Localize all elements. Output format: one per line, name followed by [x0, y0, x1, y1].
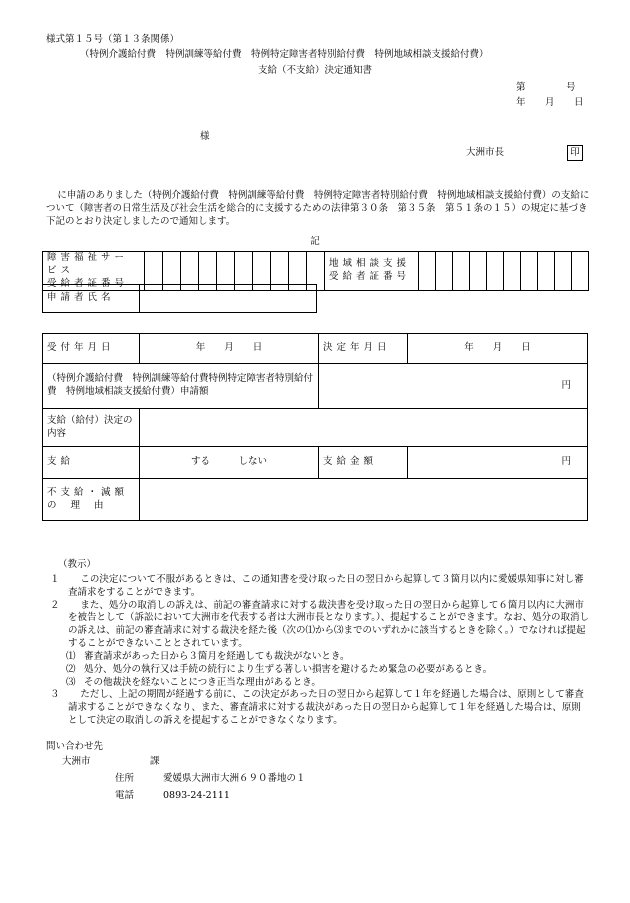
- contact-city: 大洲市: [62, 756, 91, 767]
- consult-digit-box[interactable]: [419, 252, 436, 291]
- consult-digit-box[interactable]: [538, 252, 555, 291]
- decision-table: [42, 333, 588, 521]
- claim-amount-label: （特例介護給付費 特例訓練等給付費特例特定障害者特別給付費 特例地域相談支援給付費）申請額: [43, 364, 319, 409]
- consult-digit-box[interactable]: [555, 252, 572, 291]
- consult-digit-box[interactable]: [504, 252, 521, 291]
- contact-address-label: 住所: [115, 773, 135, 784]
- seal-mark: 印: [567, 145, 583, 161]
- reason-label: 不支給・減額 の理由: [43, 479, 140, 521]
- notes-list: [44, 574, 589, 728]
- issue-date: 年 月 日: [516, 97, 589, 108]
- note-subitems: [44, 651, 589, 689]
- form-number: 様式第１５号（第１３条関係）: [46, 34, 180, 45]
- payment-amount-field[interactable]: 円: [408, 447, 588, 479]
- consult-digit-box[interactable]: [436, 252, 453, 291]
- claim-amount-field[interactable]: 円: [319, 364, 588, 409]
- note-item-3: ３ ただし、上記の期間が経過する前に、この決定があった日の翌日から起算して１年を経過した場合は、原則として審査請求することができなくなり、また、審査請求に対する裁決があった日の翌日から起算して１年を経過した場合は、原則として決定の取消しの訴えを提起することができなくなります。: [50, 689, 584, 726]
- receipt-date-label: 受付年月日: [43, 334, 140, 364]
- contact-heading: 問い合わせ先: [46, 741, 104, 752]
- applicant-name-table: [42, 284, 317, 313]
- ki-label: 記: [310, 236, 320, 247]
- decision-date-field[interactable]: 年 月 日: [408, 334, 588, 364]
- decision-content-label: 支給（給付）決定の内容: [43, 409, 140, 447]
- consult-digit-box[interactable]: [521, 252, 538, 291]
- decision-date-label: 決定年月日: [319, 334, 408, 364]
- note-item-2: ２ また、処分の取消しの訴えは、前記の審査請求に対する裁決書を受け取った日の翌日から起算して６箇月以内に大洲市を被告として（訴訟において大洲市を代表する者は大洲市長となります。）、提起することができます。なお、処分の取消しの訴えは、前記の審査請求に対する裁決を経た後（次の⑴から⑶までのいずれかに該当するときを除く。）でなければ提起することができないこととされています。: [50, 599, 589, 650]
- note-subitem-3: ⑶ その他裁決を経ないことにつき正当な理由があるとき。: [66, 676, 321, 688]
- consult-number-label: 地域相談支援 受給者証番号: [325, 252, 419, 291]
- document-number: 第 号: [516, 82, 579, 93]
- consult-digit-box[interactable]: [487, 252, 504, 291]
- reason-field[interactable]: [140, 479, 588, 521]
- notes-heading: （教示）: [58, 559, 97, 570]
- consult-digit-box[interactable]: [470, 252, 487, 291]
- note-item-1: １ この決定について不服があるときは、この通知書を受け取った日の翌日から起算して３箇月以内に愛媛県知事に対し審査請求をすることができます。: [50, 574, 584, 598]
- note-subitem-1: ⑴ 審査請求があった日から３箇月を経過しても裁決がないとき。: [66, 650, 350, 662]
- applicant-name-field[interactable]: [140, 285, 317, 313]
- applicant-name-label: 申請者氏名: [43, 285, 140, 313]
- issuer-name: 大洲市長: [466, 147, 505, 158]
- decision-content-field[interactable]: [140, 409, 588, 447]
- receipt-date-field[interactable]: 年 月 日: [140, 334, 319, 364]
- payment-amount-label: 支給金額: [319, 447, 408, 479]
- intro-paragraph: に申請のありました（特例介護給付費 特例訓練等給付費 特例特定障害者特別給付費 特例地域相談支援給付費）の支給について（障害者の日常生活及び社会生活を総合的に支援するための法律第３０条 第３５条 第５１条の１５）の規定に基づき下記のとおり決定しましたので通知します。: [46, 190, 590, 227]
- document-title: 支給（不支給）決定通知書: [257, 65, 372, 76]
- contact-phone: 0893-24-2111: [163, 790, 230, 801]
- addressee-suffix: 様: [200, 131, 210, 142]
- contact-phone-label: 電話: [115, 790, 135, 801]
- payment-label: 支給: [43, 447, 140, 479]
- consult-digit-box[interactable]: [453, 252, 470, 291]
- note-subitem-2: ⑵ 処分、処分の執行又は手続の続行により生ずる著しい損害を避けるため緊急の必要があるとき。: [66, 663, 493, 675]
- service-number-label: 障害福祉サービス 受給者証番号: [43, 252, 145, 291]
- consult-digit-box[interactable]: [572, 252, 589, 291]
- benefit-types-subtitle: （特例介護給付費 特例訓練等給付費 特例特定障害者特別給付費 特例地域相談支援給付費）: [80, 49, 489, 60]
- contact-address: 愛媛県大洲市大洲６９０番地の１: [163, 773, 306, 784]
- payment-options[interactable]: する しない: [140, 447, 319, 479]
- contact-section-suffix: 課: [150, 756, 160, 767]
